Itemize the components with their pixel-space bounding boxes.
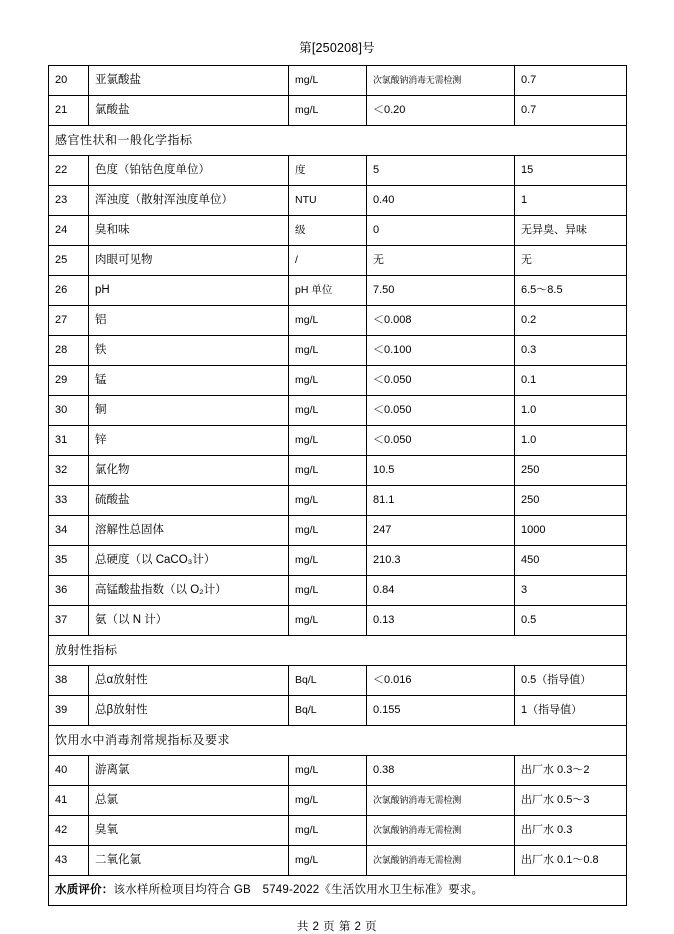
measured-result: 210.3 — [367, 546, 515, 576]
parameter-name: 铁 — [89, 336, 289, 366]
parameter-unit: mg/L — [289, 426, 367, 456]
row-number: 27 — [49, 306, 89, 336]
row-number: 43 — [49, 846, 89, 876]
standard-limit: 1.0 — [515, 396, 627, 426]
table-row — [49, 486, 627, 516]
standard-limit: 0.7 — [515, 66, 627, 96]
parameter-name: 铜 — [89, 396, 289, 426]
parameter-name: 硫酸盐 — [89, 486, 289, 516]
table-row — [49, 756, 627, 786]
standard-limit: 出厂水 0.3 — [515, 816, 627, 846]
measured-result: 247 — [367, 516, 515, 546]
row-number: 24 — [49, 216, 89, 246]
standard-limit: 无异臭、异味 — [515, 216, 627, 246]
measured-result: ＜0.050 — [367, 366, 515, 396]
parameter-unit: mg/L — [289, 606, 367, 636]
measured-result: 次氯酸钠消毒无需检测 — [367, 786, 515, 816]
parameter-name: 锰 — [89, 366, 289, 396]
table-row — [49, 66, 627, 96]
measured-result: ＜0.008 — [367, 306, 515, 336]
table-row — [49, 516, 627, 546]
parameter-unit: Bq/L — [289, 696, 367, 726]
row-number: 28 — [49, 336, 89, 366]
parameter-unit: mg/L — [289, 756, 367, 786]
table-row — [49, 786, 627, 816]
page-footer: 共 2 页 第 2 页 — [296, 921, 378, 933]
section-row — [49, 726, 627, 756]
row-number: 40 — [49, 756, 89, 786]
row-number: 31 — [49, 426, 89, 456]
row-number: 23 — [49, 186, 89, 216]
parameter-unit: mg/L — [289, 456, 367, 486]
parameter-unit: / — [289, 246, 367, 276]
measured-result: 0.84 — [367, 576, 515, 606]
row-number: 21 — [49, 96, 89, 126]
measured-result: ＜0.050 — [367, 396, 515, 426]
measured-result: 无 — [367, 246, 515, 276]
evaluation-label: 水质评价： — [55, 884, 114, 897]
parameter-name: 亚氯酸盐 — [89, 66, 289, 96]
water-quality-table — [48, 65, 627, 906]
measured-result: ＜0.20 — [367, 96, 515, 126]
measured-result: 5 — [367, 156, 515, 186]
measured-result: 0.13 — [367, 606, 515, 636]
standard-limit: 250 — [515, 486, 627, 516]
parameter-name: 氯化物 — [89, 456, 289, 486]
parameter-name: 色度（铂钴色度单位） — [89, 156, 289, 186]
table-row — [49, 336, 627, 366]
measured-result: 次氯酸钠消毒无需检测 — [367, 846, 515, 876]
parameter-name: 臭氧 — [89, 816, 289, 846]
standard-limit: 1.0 — [515, 426, 627, 456]
evaluation-text: 该水样所检项目均符合 GB 5749-2022《生活饮用水卫生标准》要求。 — [113, 884, 484, 897]
evaluation-row — [49, 876, 627, 906]
measured-result: 0.38 — [367, 756, 515, 786]
parameter-unit: mg/L — [289, 396, 367, 426]
standard-limit: 0.3 — [515, 336, 627, 366]
standard-limit: 0.5 — [515, 606, 627, 636]
standard-limit: 3 — [515, 576, 627, 606]
measured-result: 0 — [367, 216, 515, 246]
parameter-unit: mg/L — [289, 66, 367, 96]
standard-limit: 1 — [515, 186, 627, 216]
row-number: 42 — [49, 816, 89, 846]
parameter-unit: mg/L — [289, 486, 367, 516]
table-row — [49, 96, 627, 126]
document-number: 第[250208]号 — [299, 41, 375, 55]
parameter-name: 二氧化氯 — [89, 846, 289, 876]
row-number: 20 — [49, 66, 89, 96]
measured-result: 次氯酸钠消毒无需检测 — [367, 816, 515, 846]
table-row — [49, 696, 627, 726]
standard-limit: 1（指导值） — [515, 696, 627, 726]
measured-result: 10.5 — [367, 456, 515, 486]
parameter-name: pH — [89, 276, 289, 306]
parameter-unit: mg/L — [289, 366, 367, 396]
parameter-unit: mg/L — [289, 816, 367, 846]
standard-limit: 无 — [515, 246, 627, 276]
parameter-name: 高锰酸盐指数（以 O₂计） — [89, 576, 289, 606]
parameter-unit: 度 — [289, 156, 367, 186]
row-number: 33 — [49, 486, 89, 516]
table-row — [49, 366, 627, 396]
parameter-name: 总氯 — [89, 786, 289, 816]
table-row — [49, 666, 627, 696]
parameter-name: 总α放射性 — [89, 666, 289, 696]
parameter-unit: mg/L — [289, 546, 367, 576]
row-number: 25 — [49, 246, 89, 276]
section-title: 放射性指标 — [49, 636, 627, 666]
row-number: 32 — [49, 456, 89, 486]
row-number: 34 — [49, 516, 89, 546]
standard-limit: 出厂水 0.1～0.8 — [515, 846, 627, 876]
table-row — [49, 456, 627, 486]
section-title: 感官性状和一般化学指标 — [49, 126, 627, 156]
parameter-unit: mg/L — [289, 336, 367, 366]
parameter-unit: mg/L — [289, 516, 367, 546]
table-row — [49, 186, 627, 216]
standard-limit: 0.5（指导值） — [515, 666, 627, 696]
parameter-unit: 级 — [289, 216, 367, 246]
parameter-unit: mg/L — [289, 786, 367, 816]
standard-limit: 0.2 — [515, 306, 627, 336]
table-row — [49, 156, 627, 186]
table-row — [49, 276, 627, 306]
parameter-unit: mg/L — [289, 306, 367, 336]
parameter-name: 氨（以 N 计） — [89, 606, 289, 636]
parameter-name: 溶解性总固体 — [89, 516, 289, 546]
section-title: 饮用水中消毒剂常规指标及要求 — [49, 726, 627, 756]
parameter-name: 锌 — [89, 426, 289, 456]
standard-limit: 出厂水 0.5～3 — [515, 786, 627, 816]
table-body — [49, 66, 627, 906]
measured-result: 7.50 — [367, 276, 515, 306]
parameter-unit: pH 单位 — [289, 276, 367, 306]
row-number: 35 — [49, 546, 89, 576]
table-row — [49, 606, 627, 636]
measured-result: ＜0.050 — [367, 426, 515, 456]
table-row — [49, 396, 627, 426]
parameter-unit: NTU — [289, 186, 367, 216]
section-row — [49, 636, 627, 666]
parameter-name: 臭和味 — [89, 216, 289, 246]
parameter-name: 肉眼可见物 — [89, 246, 289, 276]
parameter-name: 总硬度（以 CaCO₃计） — [89, 546, 289, 576]
row-number: 41 — [49, 786, 89, 816]
standard-limit: 450 — [515, 546, 627, 576]
parameter-name: 氯酸盐 — [89, 96, 289, 126]
measured-result: ＜0.016 — [367, 666, 515, 696]
parameter-name: 游离氯 — [89, 756, 289, 786]
table-row — [49, 246, 627, 276]
table-row — [49, 216, 627, 246]
standard-limit: 1000 — [515, 516, 627, 546]
table-row — [49, 816, 627, 846]
standard-limit: 15 — [515, 156, 627, 186]
parameter-unit: mg/L — [289, 576, 367, 606]
row-number: 38 — [49, 666, 89, 696]
row-number: 29 — [49, 366, 89, 396]
standard-limit: 0.1 — [515, 366, 627, 396]
standard-limit: 6.5～8.5 — [515, 276, 627, 306]
table-row — [49, 576, 627, 606]
parameter-name: 总β放射性 — [89, 696, 289, 726]
standard-limit: 出厂水 0.3～2 — [515, 756, 627, 786]
parameter-unit: Bq/L — [289, 666, 367, 696]
measured-result: ＜0.100 — [367, 336, 515, 366]
row-number: 39 — [49, 696, 89, 726]
row-number: 22 — [49, 156, 89, 186]
evaluation-cell — [49, 876, 627, 906]
measured-result: 81.1 — [367, 486, 515, 516]
table-row — [49, 306, 627, 336]
parameter-unit: mg/L — [289, 846, 367, 876]
parameter-unit: mg/L — [289, 96, 367, 126]
measured-result: 0.40 — [367, 186, 515, 216]
row-number: 36 — [49, 576, 89, 606]
measured-result: 0.155 — [367, 696, 515, 726]
standard-limit: 250 — [515, 456, 627, 486]
parameter-name: 浑浊度（散射浑浊度单位） — [89, 186, 289, 216]
table-row — [49, 846, 627, 876]
section-row — [49, 126, 627, 156]
table-row — [49, 546, 627, 576]
row-number: 37 — [49, 606, 89, 636]
standard-limit: 0.7 — [515, 96, 627, 126]
measured-result: 次氯酸钠消毒无需检测 — [367, 66, 515, 96]
row-number: 30 — [49, 396, 89, 426]
table-row — [49, 426, 627, 456]
row-number: 26 — [49, 276, 89, 306]
parameter-name: 铝 — [89, 306, 289, 336]
